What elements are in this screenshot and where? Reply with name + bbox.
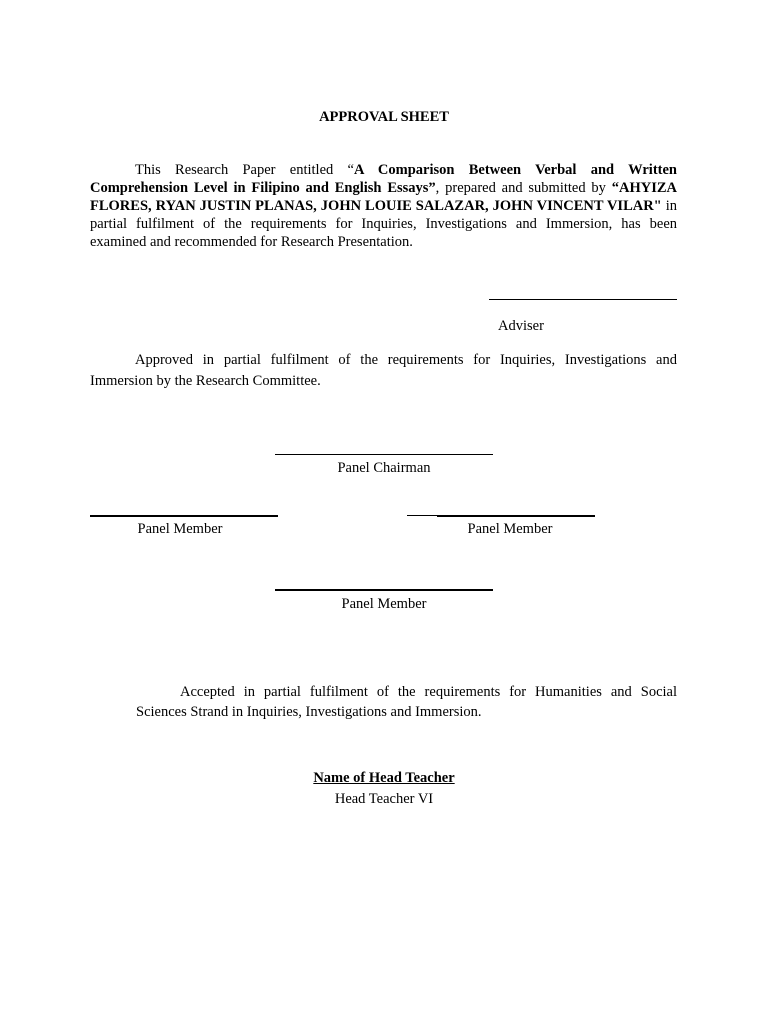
adviser-signature-line — [489, 299, 677, 300]
authors: “AHYIZA FLORES, RYAN JUSTIN PLANAS, JOHN LOUIE SALAZAR, JOHN VINCENT VILAR" — [90, 180, 677, 214]
document-title: APPROVAL SHEET — [319, 109, 449, 125]
head-teacher-title: Head Teacher VI — [334, 791, 434, 807]
panel-member-label-center: Panel Member — [341, 596, 427, 612]
acceptance-text: Accepted in partial fulfilment of the requirements for Humanities and Social Sciences Strand in Inquiries, Investigations and Immersion. — [136, 684, 677, 720]
panel-member-signature-line-center — [275, 589, 493, 591]
panel-member-signature-line-right-short — [407, 515, 437, 516]
acceptance-paragraph — [136, 682, 677, 722]
approval-paragraph — [90, 161, 677, 251]
committee-text: Approved in partial fulfilment of the requirements for Inquiries, Investigations and Immersion by the Research Committee. — [90, 352, 677, 389]
panel-chairman-label: Panel Chairman — [337, 460, 431, 476]
panel-member-signature-line-right — [437, 515, 595, 517]
panel-chairman-signature-line — [275, 454, 493, 455]
panel-member-label-right: Panel Member — [467, 521, 553, 537]
panel-member-signature-line-left — [90, 515, 278, 517]
outro-text: in partial fulfilment of the requirements for Inquiries, Investigations and Immersion, has been examined and recommended for Research Presentation. — [90, 198, 678, 250]
head-teacher-name: Name of Head Teacher — [313, 770, 455, 786]
panel-member-label-left: Panel Member — [137, 521, 223, 537]
adviser-label: Adviser — [498, 318, 544, 334]
paper-title: A Comparison Between Verbal and Written Comprehension Level in Filipino and English Essays” — [90, 162, 677, 196]
committee-paragraph — [90, 350, 677, 392]
mid-text: , prepared and submitted by — [435, 180, 612, 196]
intro-text: This Research Paper entitled “ — [135, 162, 354, 178]
